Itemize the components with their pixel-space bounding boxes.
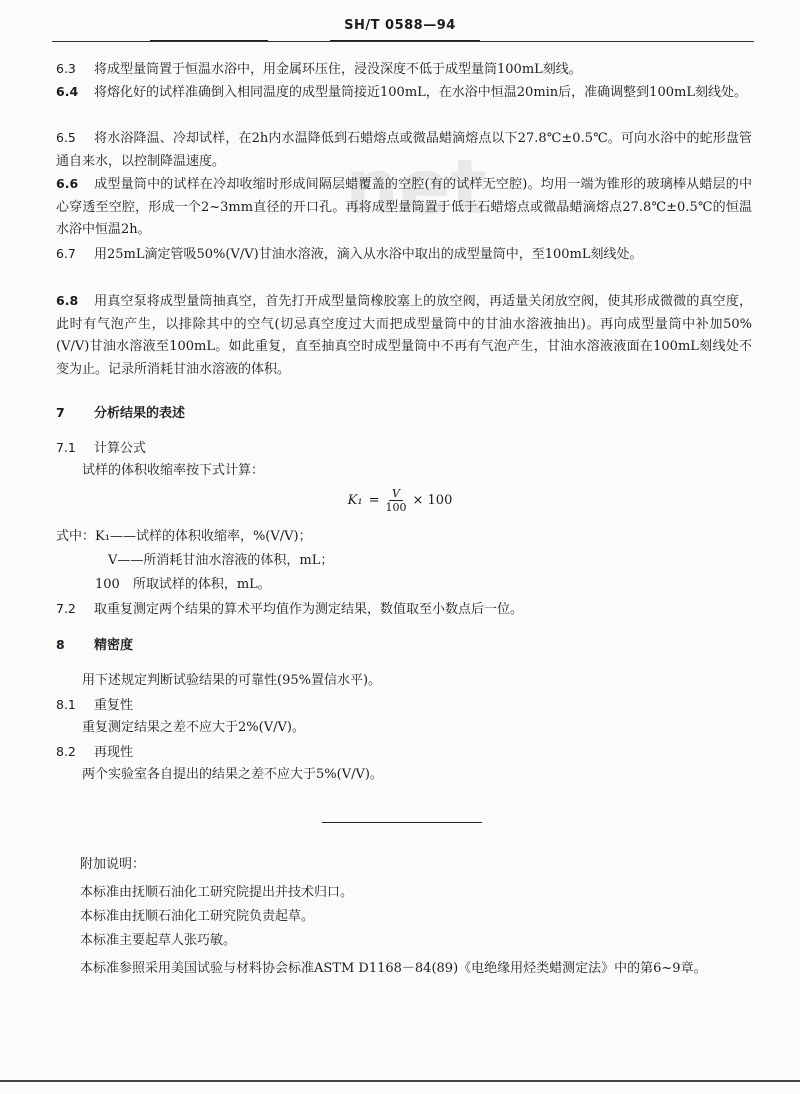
clause-6-7: 6.7 用25mL滴定管吸50%(V/V)甘油水溶液，滴入从水浴中取出的成型量筒中，至100mL刻线处。 bbox=[56, 246, 643, 262]
clause-8-1: 8.1 重复性 bbox=[56, 697, 134, 713]
clause-8-1-text: 重复测定结果之差不应大于2%(V/V)。 bbox=[82, 720, 305, 735]
section-8-heading: 8 精密度 bbox=[56, 637, 134, 653]
clause-8-2: 8.2 再现性 bbox=[56, 744, 134, 760]
end-rule bbox=[322, 822, 482, 823]
note-4: 本标准参照采用美国试验与材料协会标准ASTM D1168－84(89)《电绝缘用烃类蜡测定法》中的第6~9章。 bbox=[80, 961, 707, 976]
footer-rule bbox=[0, 1080, 800, 1082]
clause-7-1: 7.1 计算公式 bbox=[56, 440, 147, 456]
clause-8-2-text: 两个实验室各自提出的结果之差不应大于5%(V/V)。 bbox=[82, 767, 383, 782]
where-line-1: 式中：K₁——试样的体积收缩率，%(V/V)； bbox=[56, 529, 312, 544]
note-2: 本标准由抚顺石油化工研究院负责起草。 bbox=[80, 909, 315, 924]
watermark: net bbox=[345, 142, 487, 231]
where-line-3: 100 所取试样的体积，mL。 bbox=[95, 577, 271, 592]
clause-6-6: 6.6 成型量筒中的试样在冷却收缩时形成间隔层蜡覆盖的空腔(有的试样无空腔)。均用一端为锥形的玻璃棒从蜡层的中心穿透至空腔，形成一个2~3mm直径的开口孔。再将成型量筒置于低于石蜡熔点或微晶蜡滴熔点27.8℃±0.5℃的恒温水浴中恒温2h。 bbox=[56, 176, 752, 237]
note-3: 本标准主要起草人张巧敏。 bbox=[80, 933, 237, 948]
notes-title: 附加说明： bbox=[80, 857, 146, 872]
note-1: 本标准由抚顺石油化工研究院提出并技术归口。 bbox=[80, 885, 354, 900]
clause-6-5: 6.5 将水浴降温、冷却试样，在2h内水温降低到石蜡熔点或微晶蜡滴熔点以下27.8℃±0.5℃。可向水浴中的蛇形盘管通自来水，以控制降温速度。 bbox=[56, 130, 752, 169]
shrinkage-formula: K₁ = $\frac{V}{100}$ × 100 bbox=[347, 487, 453, 514]
standard-number: SH/T 0588—94 bbox=[344, 18, 456, 33]
section-7-heading: 7 分析结果的表述 bbox=[56, 405, 186, 421]
header-rule bbox=[52, 41, 754, 42]
formula-fraction: $\frac{V}{100}$ bbox=[385, 487, 407, 514]
clause-7-1-text: 试样的体积收缩率按下式计算： bbox=[82, 463, 265, 478]
clause-6-8: 6.8 用真空泵将成型量筒抽真空，首先打开成型量筒橡胶塞上的放空阀，再适量关闭放空阀，使其形成微微的真空度，此时有气泡产生，以排除其中的空气(切忌真空度过大而把成型量筒中的甘油水溶液抽出)。再向成型量筒中补加50%(V/V)甘油水溶液至100mL。如此重复，直至抽真空时成型量筒中不再有气泡产生，甘油水溶液液面在100mL刻线处不变为止。记录所消耗甘油水溶液的体积。 bbox=[56, 293, 752, 377]
where-line-2: V——所消耗甘油水溶液的体积，mL； bbox=[108, 553, 334, 568]
clause-6-3: 6.3 将成型量筒置于恒温水浴中，用金属环压住，浸没深度不低于成型量筒100mL刻线。 bbox=[56, 61, 582, 77]
clause-6-4: 6.4 将熔化好的试样准确倒入相同温度的成型量筒接近100mL，在水浴中恒温20min后，准确调整到100mL刻线处。 bbox=[56, 84, 747, 100]
section-8-text: 用下述规定判断试验结果的可靠性(95%置信水平)。 bbox=[82, 673, 382, 688]
clause-7-2: 7.2 取重复测定两个结果的算术平均值作为测定结果，数值取至小数点后一位。 bbox=[56, 601, 524, 617]
